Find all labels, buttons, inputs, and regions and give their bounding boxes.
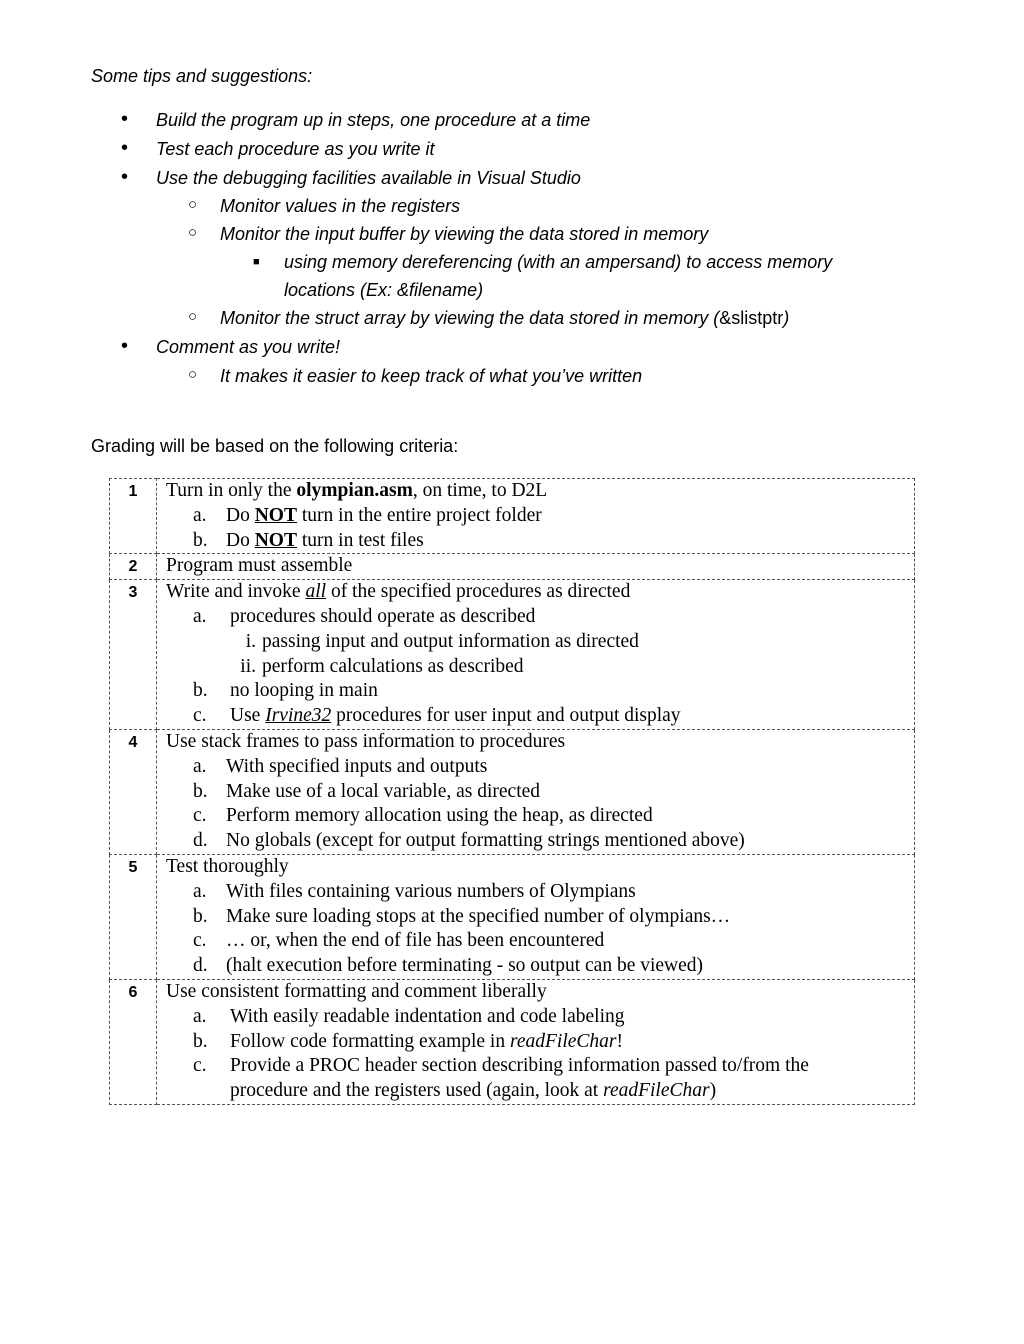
row-number: 6 xyxy=(110,979,157,1104)
row-content xyxy=(157,979,915,1104)
row-content xyxy=(157,854,915,979)
row-subitem: a. With easily readable indentation and code labeling xyxy=(193,1005,625,1027)
tip-subitem: Monitor the struct array by viewing the data stored in memory (&slistptr) xyxy=(220,308,790,328)
row-subitem: a. procedures should operate as described xyxy=(193,605,536,627)
bullet-dot-icon: • xyxy=(121,137,129,159)
row-subitem: d. (halt execution before terminating - so output can be viewed) xyxy=(193,955,704,977)
tips-heading: Some tips and suggestions: xyxy=(91,66,313,86)
tip-item: Comment as you write! xyxy=(156,337,341,357)
bullet-dot-icon: • xyxy=(121,108,129,130)
tip-subsubitem-continued: locations (Ex: &filename) xyxy=(284,280,484,300)
tip-subitem: Monitor the input buffer by viewing the data stored in memory xyxy=(220,224,709,244)
row-content xyxy=(157,580,915,730)
row-title: Use consistent formatting and comment liberally xyxy=(166,980,547,1002)
row-number: 1 xyxy=(110,479,157,554)
row-subitem: b. Follow code formatting example in readFileChar! xyxy=(193,1030,624,1052)
table-row xyxy=(110,580,915,730)
bullet-circle-icon: ○ xyxy=(188,224,198,241)
row-number: 5 xyxy=(110,854,157,979)
bullet-circle-icon: ○ xyxy=(188,366,198,383)
row-subitem: b. no looping in main xyxy=(193,680,378,702)
criteria-table xyxy=(109,478,915,1105)
row-title: Use stack frames to pass information to procedures xyxy=(166,730,566,752)
row-subitem: c. Perform memory allocation using the heap, as directed xyxy=(193,805,653,827)
row-subsubitem: i. passing input and output information as directed xyxy=(245,630,639,652)
table-row xyxy=(110,979,915,1104)
bullet-square-icon: ■ xyxy=(253,256,260,268)
tip-item: Use the debugging facilities available in Visual Studio xyxy=(156,168,581,188)
tip-item: Test each procedure as you write it xyxy=(156,139,435,159)
row-title: Test thoroughly xyxy=(166,855,289,877)
table-row xyxy=(110,554,915,580)
row-subitem: a. With files containing various numbers of Olympians xyxy=(193,880,636,902)
row-content xyxy=(157,729,915,854)
table-row xyxy=(110,729,915,854)
row-subitem: b. Do NOT turn in test files xyxy=(193,529,424,551)
bullet-circle-icon: ○ xyxy=(188,308,198,325)
row-content xyxy=(157,479,915,554)
row-number: 3 xyxy=(110,580,157,730)
bullet-dot-icon: • xyxy=(121,166,129,188)
table-row xyxy=(110,479,915,554)
grading-heading: Grading will be based on the following criteria: xyxy=(91,436,459,456)
tip-subsubitem: using memory dereferencing (with an ampersand) to access memory xyxy=(284,252,833,272)
row-subsubitem: ii. perform calculations as described xyxy=(240,655,524,677)
row-title: Write and invoke all of the specified procedures as directed xyxy=(166,581,631,603)
row-content xyxy=(157,554,915,580)
row-subitem: a. With specified inputs and outputs xyxy=(193,755,488,777)
bullet-dot-icon: • xyxy=(121,335,129,357)
tip-subitem: It makes it easier to keep track of what you’ve written xyxy=(220,366,643,386)
row-subitem: b. Make use of a local variable, as directed xyxy=(193,780,541,802)
row-subitem: b. Make sure loading stops at the specified number of olympians… xyxy=(193,905,731,927)
row-title: Program must assemble xyxy=(166,555,353,577)
row-subitem: c. Use Irvine32 procedures for user input and output display xyxy=(193,705,681,727)
row-number: 4 xyxy=(110,729,157,854)
row-subitem: c. … or, when the end of file has been encountered xyxy=(193,930,605,952)
row-subitem: a. Do NOT turn in the entire project folder xyxy=(193,504,542,526)
tip-subitem: Monitor values in the registers xyxy=(220,196,461,216)
row-number: 2 xyxy=(110,554,157,580)
row-subitem: d. No globals (except for output formatting strings mentioned above) xyxy=(193,830,745,852)
row-subitem: c. Provide a PROC header section describing information passed to/from the procedure and the registers used (again, look at readFileChar) xyxy=(193,1055,809,1102)
row-title: Turn in only the olympian.asm, on time, to D2L xyxy=(166,480,548,501)
bullet-circle-icon: ○ xyxy=(188,196,198,213)
table-row xyxy=(110,854,915,979)
tip-item: Build the program up in steps, one procedure at a time xyxy=(156,110,591,130)
